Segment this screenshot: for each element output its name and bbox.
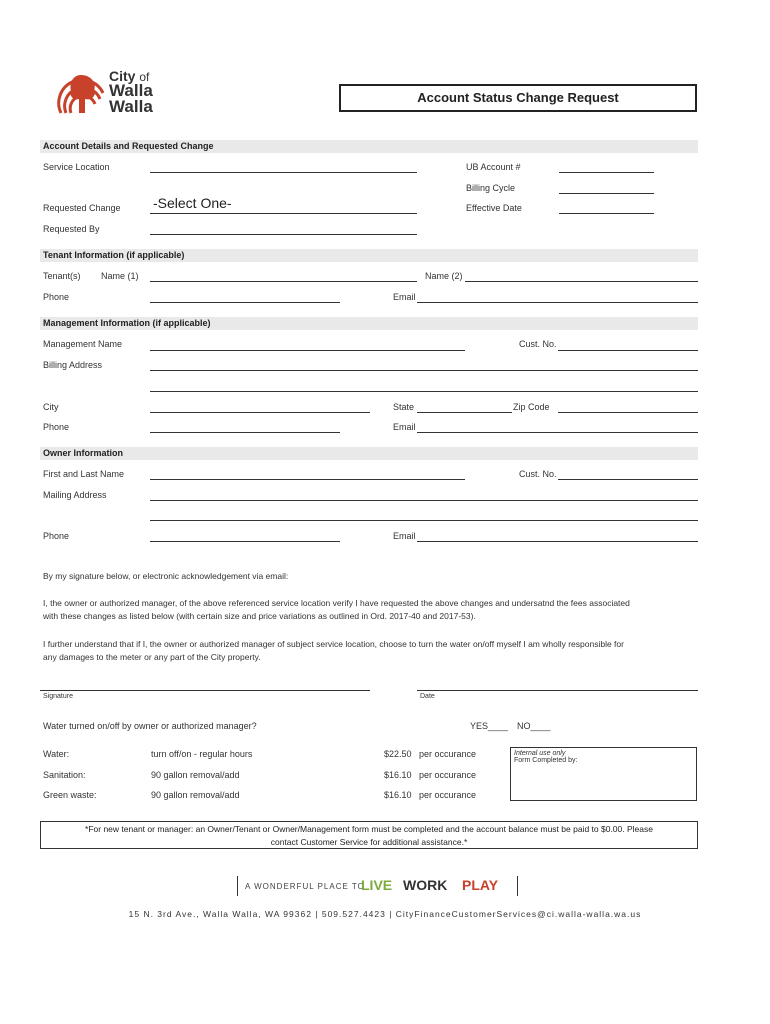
date-label: Date (420, 693, 435, 700)
tagline-divider-right (517, 876, 518, 896)
fee-desc: 90 gallon removal/add (151, 770, 240, 780)
tagline-live: LIVE (361, 877, 393, 893)
billing-cycle-label: Billing Cycle (466, 183, 516, 193)
name1-label: Name (1) (101, 271, 139, 281)
billing-address-field-2[interactable] (150, 391, 698, 392)
section-management-header: Management Information (if applicable) (40, 317, 698, 330)
tagline-work: WORK (403, 877, 448, 893)
owner-cust-no-label: Cust. No. (519, 469, 557, 479)
fee-label: Water: (43, 749, 70, 759)
fee-desc: 90 gallon removal/add (151, 790, 240, 800)
internal-use-box (510, 747, 697, 801)
no-option[interactable]: NO____ (517, 721, 551, 731)
owner-name-label: First and Last Name (43, 469, 125, 479)
agreement-para2-line2: any damages to the meter or any part of the City property. (43, 652, 261, 662)
billing-address-field-1[interactable] (150, 370, 698, 371)
footer-address: 15 N. 3rd Ave., Walla Walla, WA 99362 | 509.527.4423 | CityFinanceCustomerServices@ci.walla-walla.wa.us (128, 909, 642, 919)
name2-field[interactable] (465, 281, 698, 282)
requested-change-underline (150, 213, 417, 214)
agreement-para1-line2: with these changes as listed below (with certain size and price variations as outlined in Ord. 2017-40 and 2017-53). (43, 611, 476, 621)
logo-of: of (139, 70, 150, 84)
service-location-label: Service Location (43, 162, 110, 172)
effective-date-field[interactable] (559, 213, 654, 214)
section-owner-header: Owner Information (40, 447, 698, 460)
internal-use-title: Internal use only (514, 750, 566, 757)
date-field[interactable] (417, 690, 698, 691)
management-email-label: Email (393, 422, 416, 432)
fee-label: Sanitation: (43, 770, 86, 780)
city-logo (57, 69, 172, 117)
logo-walla-2: Walla (109, 97, 153, 116)
tenant-email-label: Email (393, 292, 416, 302)
billing-cycle-field[interactable] (559, 193, 654, 194)
tagline-prefix: A WONDERFUL PLACE TO (245, 882, 365, 891)
zip-label: Zip Code (513, 402, 550, 412)
owner-cust-no-field[interactable] (558, 479, 698, 480)
note-line2: contact Customer Service for additional assistance.* (270, 837, 468, 847)
fee-price: $16.10 (384, 770, 412, 780)
logo-mark-icon (57, 69, 107, 117)
owner-name-field[interactable] (150, 479, 465, 480)
logo-walla-1: Walla (109, 81, 153, 100)
state-field[interactable] (417, 412, 512, 413)
agreement-intro: By my signature below, or electronic acknowledgement via email: (43, 571, 289, 581)
name2-label: Name (2) (425, 271, 463, 281)
city-field[interactable] (150, 412, 370, 413)
fee-price: $16.10 (384, 790, 412, 800)
mailing-address-field-2[interactable] (150, 520, 698, 521)
management-name-field[interactable] (150, 350, 465, 351)
name1-field[interactable] (150, 281, 417, 282)
tenant-phone-field[interactable] (150, 302, 340, 303)
fee-per: per occurance (419, 770, 477, 780)
fee-per: per occurance (419, 749, 477, 759)
owner-email-label: Email (393, 531, 416, 541)
service-location-field[interactable] (150, 172, 417, 173)
management-phone-field[interactable] (150, 432, 340, 433)
management-cust-no-label: Cust. No. (519, 339, 557, 349)
management-cust-no-field[interactable] (558, 350, 698, 351)
zip-field[interactable] (558, 412, 698, 413)
owner-phone-field[interactable] (150, 541, 340, 542)
water-question: Water turned on/off by owner or authorized manager? (43, 721, 257, 731)
mailing-address-label: Mailing Address (43, 490, 107, 500)
city-label: City (43, 402, 59, 412)
note-line1: *For new tenant or manager: an Owner/Tenant or Owner/Management form must be completed and the account balance must be paid to $0.00. Please (85, 824, 653, 834)
section-tenant-header: Tenant Information (if applicable) (40, 249, 698, 262)
state-label: State (393, 402, 415, 412)
billing-address-label: Billing Address (43, 360, 103, 370)
mailing-address-field-1[interactable] (150, 500, 698, 501)
requested-change-label: Requested Change (43, 203, 121, 213)
section-account-header: Account Details and Requested Change (40, 140, 698, 153)
owner-email-field[interactable] (417, 541, 698, 542)
tenants-label: Tenant(s) (43, 271, 81, 281)
ub-account-field[interactable] (559, 172, 654, 173)
tagline-divider-left (237, 876, 238, 896)
signature-field[interactable] (40, 690, 370, 691)
effective-date-label: Effective Date (466, 203, 522, 213)
management-name-label: Management Name (43, 339, 123, 349)
fee-desc: turn off/on - regular hours (151, 749, 253, 759)
fee-per: per occurance (419, 790, 477, 800)
tenant-phone-label: Phone (43, 292, 70, 302)
agreement-para2-line1: I further understand that if I, the owner or authorized manager of subject service location, choose to turn the water on/off myself I am wholly responsible for (43, 639, 624, 649)
tagline-play: PLAY (462, 877, 499, 893)
yes-option[interactable]: YES____ (470, 721, 509, 731)
new-tenant-note (40, 821, 698, 849)
signature-label: Signature (43, 693, 73, 700)
ub-account-label: UB Account # (466, 162, 521, 172)
requested-change-select[interactable]: -Select One- (153, 195, 232, 211)
requested-by-field[interactable] (150, 234, 417, 235)
page-title: Account Status Change Request (339, 84, 697, 112)
owner-phone-label: Phone (43, 531, 70, 541)
fee-label: Green waste: (43, 790, 97, 800)
logo-city: City (109, 68, 136, 84)
management-email-field[interactable] (417, 432, 698, 433)
fee-price: $22.50 (384, 749, 412, 759)
form-completed-by-label: Form Completed by: (514, 757, 578, 764)
requested-by-label: Requested By (43, 224, 100, 234)
management-phone-label: Phone (43, 422, 70, 432)
agreement-para1-line1: I, the owner or authorized manager, of the above referenced service location verify I have requested the above changes and undersatnd the fees associated (43, 598, 630, 608)
tenant-email-field[interactable] (417, 302, 698, 303)
